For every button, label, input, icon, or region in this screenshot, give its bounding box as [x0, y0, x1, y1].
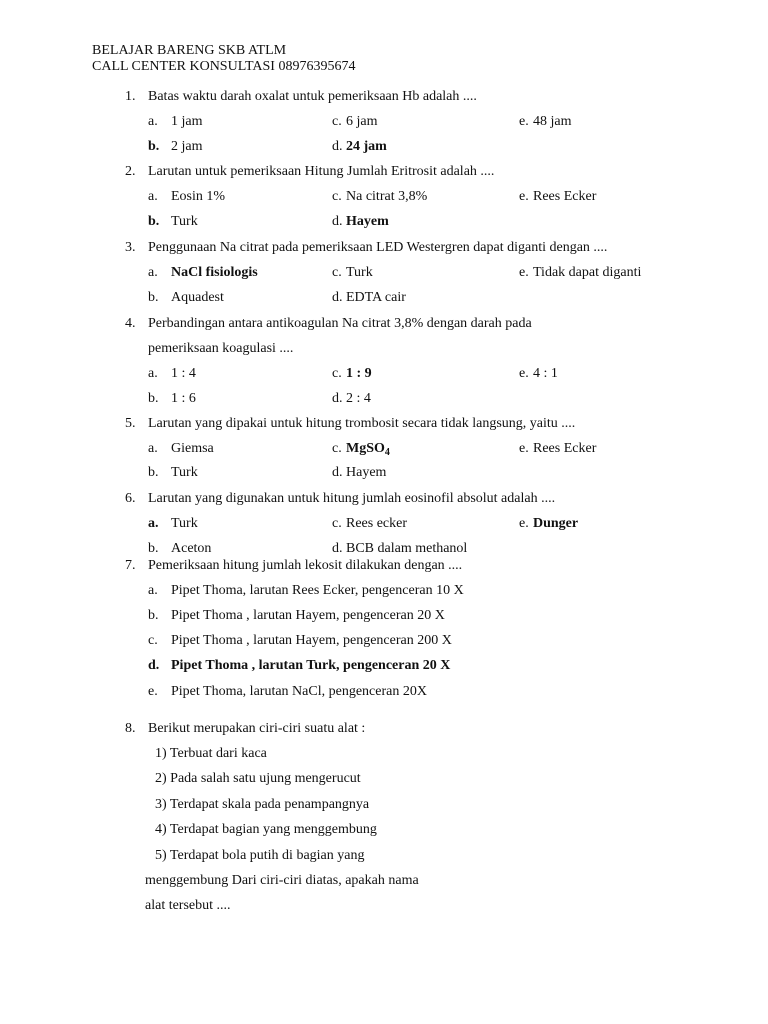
option-letter: e.	[519, 265, 529, 280]
question-number: 4.	[125, 316, 136, 331]
option-text: 1 : 6	[171, 391, 196, 406]
option-text: Turk	[171, 214, 198, 229]
question-number: 1.	[125, 89, 136, 104]
option-text: 2 jam	[171, 139, 203, 154]
option-letter: d.	[148, 658, 160, 673]
option-text: Rees ecker	[346, 516, 408, 531]
option-letter: c.	[332, 366, 342, 381]
option-letter: c.	[332, 114, 342, 129]
option-text: 2 : 4	[346, 391, 371, 406]
option-text: Pipet Thoma, larutan NaCl, pengenceran 20X	[171, 684, 427, 699]
option-text: Eosin 1%	[171, 189, 226, 204]
option-letter: c.	[332, 189, 342, 204]
option-text: Tidak dapat diganti	[533, 265, 642, 280]
option-letter: a.	[148, 516, 159, 531]
question-text: Pemeriksaan hitung jumlah lekosit dilakukan dengan ....	[148, 558, 463, 573]
list-item: 2) Pada salah satu ujung mengerucut	[155, 771, 361, 786]
question-text: Berikut merupakan ciri-ciri suatu alat :	[148, 721, 366, 736]
option-letter: e.	[519, 441, 529, 456]
header-call-center: CALL CENTER KONSULTASI 08976395674	[92, 59, 356, 74]
option-text: Giemsa	[171, 441, 214, 456]
correct-answer: 1 : 9	[346, 366, 372, 381]
option-letter: a.	[148, 265, 158, 280]
option-text: 4 : 1	[533, 366, 558, 381]
option-letter: b.	[148, 541, 159, 556]
question-text: Larutan yang dipakai untuk hitung trombosit secara tidak langsung, yaitu ....	[148, 416, 576, 431]
option-letter: e.	[148, 684, 158, 699]
question-number: 7.	[125, 558, 136, 573]
option-letter: b.	[148, 391, 159, 406]
list-item: 3) Terdapat skala pada penampangnya	[155, 797, 370, 812]
question-text: Perbandingan antara antikoagulan Na citrat 3,8% dengan darah pada	[148, 316, 532, 331]
question-text-continued: pemeriksaan koagulasi ....	[148, 341, 294, 356]
option-letter: c.	[332, 441, 342, 456]
option-text: Turk	[171, 465, 198, 480]
option-letter: c.	[148, 633, 158, 648]
option-letter: b.	[148, 290, 159, 305]
option-letter: d.	[332, 290, 343, 305]
option-text: 48 jam	[533, 114, 572, 129]
correct-answer: NaCl fisiologis	[171, 265, 258, 280]
option-letter: d.	[332, 465, 343, 480]
option-letter: e.	[519, 114, 529, 129]
option-letter: a.	[148, 583, 158, 598]
option-text: 1 jam	[171, 114, 203, 129]
correct-answer: Hayem	[346, 214, 389, 229]
option-text: 6 jam	[346, 114, 378, 129]
formula-text: MgSO	[346, 441, 385, 456]
header-title: BELAJAR BARENG SKB ATLM	[92, 43, 287, 58]
correct-answer: Pipet Thoma , larutan Turk, pengenceran 20 X	[171, 658, 451, 673]
list-item: 5) Terdapat bola putih di bagian yang	[155, 848, 365, 863]
option-text: Na citrat 3,8%	[346, 189, 428, 204]
option-letter: d.	[332, 139, 343, 154]
option-letter: a.	[148, 366, 158, 381]
question-text: Penggunaan Na citrat pada pemeriksaan LED Westergren dapat diganti dengan ....	[148, 240, 608, 255]
correct-answer: Dunger	[533, 516, 579, 531]
question-text-continued: menggembung Dari ciri-ciri diatas, apakah nama	[145, 873, 419, 888]
question-text: Larutan yang digunakan untuk hitung jumlah eosinofil absolut adalah ....	[148, 491, 556, 506]
question-number: 5.	[125, 416, 136, 431]
option-text: Aceton	[171, 541, 212, 556]
option-text: Rees Ecker	[533, 441, 597, 456]
option-letter: d.	[332, 391, 343, 406]
question-text: Larutan untuk pemeriksaan Hitung Jumlah Eritrosit adalah ....	[148, 164, 495, 179]
list-item: 4) Terdapat bagian yang menggembung	[155, 822, 377, 837]
correct-answer: 24 jam	[346, 139, 387, 154]
formula-subscript: 4	[384, 447, 390, 458]
list-item: 1) Terbuat dari kaca	[155, 746, 267, 761]
option-letter: e.	[519, 366, 529, 381]
option-letter: a.	[148, 189, 158, 204]
option-text: Pipet Thoma , larutan Hayem, pengenceran 200 X	[171, 633, 452, 648]
option-text: Pipet Thoma , larutan Hayem, pengenceran 20 X	[171, 608, 445, 623]
question-text: Batas waktu darah oxalat untuk pemeriksaan Hb adalah ....	[148, 89, 477, 104]
option-text: Turk	[346, 265, 373, 280]
option-letter: d.	[332, 214, 343, 229]
option-letter: a.	[148, 441, 158, 456]
option-letter: e.	[519, 516, 529, 531]
correct-answer	[346, 441, 390, 457]
question-text-continued: alat tersebut ....	[145, 898, 231, 913]
option-letter: b.	[148, 608, 159, 623]
question-number: 2.	[125, 164, 136, 179]
option-letter: e.	[519, 189, 529, 204]
option-text: Aquadest	[171, 290, 224, 305]
option-letter: b.	[148, 139, 160, 154]
question-number: 3.	[125, 240, 136, 255]
option-text: EDTA cair	[346, 290, 406, 305]
option-letter: b.	[148, 214, 160, 229]
option-letter: c.	[332, 516, 342, 531]
option-letter: a.	[148, 114, 158, 129]
option-letter: d.	[332, 541, 343, 556]
option-text: Rees Ecker	[533, 189, 597, 204]
option-letter: c.	[332, 265, 342, 280]
option-text: BCB dalam methanol	[346, 541, 468, 556]
option-text: Hayem	[346, 465, 387, 480]
option-text: 1 : 4	[171, 366, 196, 381]
question-number: 6.	[125, 491, 136, 506]
option-letter: b.	[148, 465, 159, 480]
option-text: Pipet Thoma, larutan Rees Ecker, pengenceran 10 X	[171, 583, 464, 598]
option-text: Turk	[171, 516, 198, 531]
question-number: 8.	[125, 721, 136, 736]
